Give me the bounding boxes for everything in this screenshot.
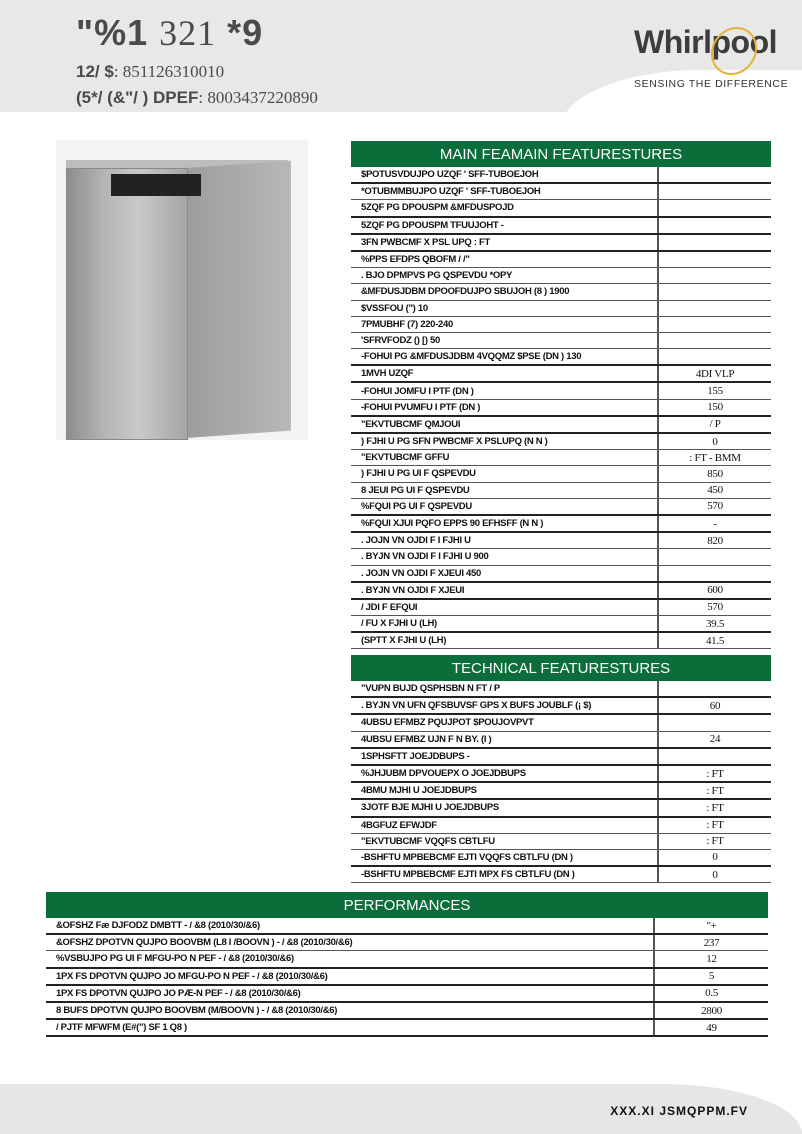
row-value: / P (658, 416, 771, 433)
row-value: 24 (658, 731, 771, 748)
row-label: 1SPHSFTT JOEJDBUPS - (351, 748, 658, 765)
logo-wordmark: Whirlpool (634, 24, 778, 60)
performances-table (46, 918, 768, 1036)
ean-code-value: : 8003437220890 (198, 88, 318, 107)
row-label: / JDI F EFQUI (351, 599, 658, 616)
row-label: 3FN PWBCMF X PSL UPQ : FT (351, 234, 658, 251)
row-value (658, 349, 771, 366)
table-row (46, 918, 768, 934)
row-label: -BSHFTU MPBEBCMF EJTI VQQFS CBTLFU (DN ) (351, 849, 658, 866)
table-row (351, 582, 771, 599)
row-value: 450 (658, 482, 771, 498)
row-value (658, 284, 771, 300)
row-label: &OFSHZ Fæ DJFODZ DMBTT - / &8 (2010/30/&6) (46, 918, 654, 934)
table-row (351, 515, 771, 532)
row-value: 0 (658, 433, 771, 450)
table-row (351, 399, 771, 416)
model-suffix: *9 (227, 12, 264, 53)
row-label: 1PX FS DPOTVN QUJPO JO PÆ-N PEF - / &8 (2010/30/&6) (46, 985, 654, 1002)
table-row (351, 416, 771, 433)
row-label: 3JOTF BJE MJHI U JOEJDBUPS (351, 799, 658, 816)
row-value (658, 251, 771, 268)
row-value: 4DI VLP (658, 365, 771, 382)
ean-code (76, 88, 318, 108)
row-value (658, 200, 771, 217)
row-label: -FOHUI JOMFU I PTF (DN ) (351, 382, 658, 399)
row-label: 5ZQF PG DPOUSPM TFUUJOHT - (351, 217, 658, 234)
row-value: - (658, 515, 771, 532)
logo-tagline: SENSING THE DIFFERENCE (634, 78, 789, 90)
performances-heading: PERFORMANCES (46, 892, 768, 918)
row-value: 0 (658, 849, 771, 866)
table-row (351, 697, 771, 714)
row-label: . BYJN VN OJDI F XJEUI (351, 582, 658, 599)
row-label: 4UBSU EFMBZ PQUJPOT $POUJOVPVT (351, 714, 658, 731)
model-number: 321 (159, 13, 217, 53)
table-row (351, 183, 771, 200)
row-value (658, 748, 771, 765)
technical-features-section (351, 655, 771, 883)
table-row (351, 681, 771, 697)
row-value: 12 (654, 951, 768, 968)
row-label: &MFDUSJDBM DPOOFDUJPO SBUJOH (8 ) 1900 (351, 284, 658, 300)
row-label: %JHJUBM DPVOUEPX O JOEJDBUPS (351, 765, 658, 782)
table-row (351, 849, 771, 866)
product-image (56, 140, 308, 440)
table-row (351, 300, 771, 316)
row-value: : FT (658, 765, 771, 782)
product-code-value: : 851126310010 (113, 62, 225, 81)
row-value: 600 (658, 582, 771, 599)
dishwasher-control-panel (111, 174, 201, 196)
row-value (658, 549, 771, 565)
row-label: . BYJN VN UFN QFSBUVSF GPS X BUFS JOUBLF (¡ $) (351, 697, 658, 714)
table-row (46, 968, 768, 985)
table-row (351, 549, 771, 565)
row-value: 0 (658, 866, 771, 883)
table-row (351, 782, 771, 799)
table-row (351, 532, 771, 549)
row-label: "EKVTUBCMF GFFU (351, 450, 658, 466)
table-row (351, 433, 771, 450)
row-value: : FT (658, 782, 771, 799)
row-label: 'SFRVFODZ () [) 50 (351, 332, 658, 348)
row-label: 7PMUBHF (7) 220-240 (351, 316, 658, 332)
row-label: -FOHUI PG &MFDUSJDBM 4VQQMZ $PSE (DN ) 130 (351, 349, 658, 366)
row-value (658, 183, 771, 200)
row-label: 5ZQF PG DPOUSPM &MFDUSPOJD (351, 200, 658, 217)
row-value: 150 (658, 399, 771, 416)
row-label: 8 BUFS DPOTVN QUJPO BOOVBM (M/BOOVN ) - / &8 (2010/30/&6) (46, 1002, 654, 1019)
dishwasher-side (186, 161, 291, 438)
row-label: -BSHFTU MPBEBCMF EJTI MPX FS CBTLFU (DN ) (351, 866, 658, 883)
row-label: "EKVTUBCMF QMJOUI (351, 416, 658, 433)
product-code-label: 12/ $ (76, 62, 114, 81)
table-row (351, 167, 771, 183)
row-value (658, 268, 771, 284)
main-features-table (351, 167, 771, 649)
table-row (351, 234, 771, 251)
table-row (351, 450, 771, 466)
row-label: -FOHUI PVUMFU I PTF (DN ) (351, 399, 658, 416)
row-label: %VSBUJPO PG UI F MFGU-PO N PEF - / &8 (2010/30/&6) (46, 951, 654, 968)
row-label: 1PX FS DPOTVN QUJPO JO MFGU-PO N PEF - / &8 (2010/30/&6) (46, 968, 654, 985)
table-row (351, 251, 771, 268)
table-row (351, 284, 771, 300)
row-label: %PPS EFDPS QBOFM / /" (351, 251, 658, 268)
table-row (351, 498, 771, 515)
table-row (351, 731, 771, 748)
row-value: 155 (658, 382, 771, 399)
row-label: ) FJHI U PG SFN PWBCMF X PSLUPQ (N N ) (351, 433, 658, 450)
row-label: (SPTT X FJHI U (LH) (351, 632, 658, 649)
row-value: : FT - BMM (658, 450, 771, 466)
table-row (46, 951, 768, 968)
row-value: 2800 (654, 1002, 768, 1019)
row-value (658, 217, 771, 234)
row-value (658, 234, 771, 251)
row-label: 1MVH UZQF (351, 365, 658, 382)
table-row (351, 200, 771, 217)
technical-features-heading: TECHNICAL FEATURESTURES (351, 655, 771, 681)
table-row (351, 482, 771, 498)
row-label: %FQUI PG UI F QSPEVDU (351, 498, 658, 515)
whirlpool-logo (632, 24, 789, 94)
row-label: 4BMU MJHI U JOEJDBUPS (351, 782, 658, 799)
row-value (658, 167, 771, 183)
table-row (351, 365, 771, 382)
row-label: ) FJHI U PG UI F QSPEVDU (351, 466, 658, 482)
row-value (658, 332, 771, 348)
row-label: . JOJN VN OJDI F XJEUI 450 (351, 565, 658, 582)
table-row (351, 833, 771, 849)
table-row (46, 1002, 768, 1019)
row-value: : FT (658, 833, 771, 849)
model-title (76, 12, 263, 54)
row-value: "+ (654, 918, 768, 934)
row-value: 570 (658, 498, 771, 515)
row-value: 41.5 (658, 632, 771, 649)
table-row (46, 985, 768, 1002)
table-row (351, 466, 771, 482)
table-row (351, 268, 771, 284)
row-value (658, 300, 771, 316)
table-row (351, 748, 771, 765)
table-row (351, 866, 771, 883)
row-label: 4BGFUZ EFWJDF (351, 817, 658, 834)
row-label: / FU X FJHI U (LH) (351, 616, 658, 633)
row-value: 820 (658, 532, 771, 549)
row-label: "VUPN BUJD QSPHSBN N FT / P (351, 681, 658, 697)
table-row (351, 382, 771, 399)
row-value (658, 681, 771, 697)
row-value: 60 (658, 697, 771, 714)
row-label: $POTUSVDUJPO UZQF ' SFF-TUBOEJOH (351, 167, 658, 183)
row-value: 39.5 (658, 616, 771, 633)
table-row (351, 217, 771, 234)
technical-features-table (351, 681, 771, 883)
table-row (351, 616, 771, 633)
row-label: . BYJN VN OJDI F I FJHI U 900 (351, 549, 658, 565)
main-features-section (351, 141, 771, 649)
product-code (76, 62, 224, 82)
table-row (351, 316, 771, 332)
table-row (46, 1019, 768, 1036)
table-row (46, 934, 768, 951)
row-label: *OTUBMMBUJPO UZQF ' SFF-TUBOEJOH (351, 183, 658, 200)
table-row (351, 565, 771, 582)
row-value: 5 (654, 968, 768, 985)
row-label: 4UBSU EFMBZ UJN F N BY. (I ) (351, 731, 658, 748)
row-value (658, 714, 771, 731)
footer-url[interactable]: XXX.XI JSMQPPM.FV (610, 1104, 748, 1118)
table-row (351, 765, 771, 782)
row-value: 237 (654, 934, 768, 951)
table-row (351, 599, 771, 616)
row-value: : FT (658, 799, 771, 816)
table-row (351, 714, 771, 731)
table-row (351, 632, 771, 649)
row-value: 850 (658, 466, 771, 482)
row-value: 570 (658, 599, 771, 616)
row-label: &OFSHZ DPOTVN QUJPO BOOVBM (L8 I /BOOVN ) - / &8 (2010/30/&6) (46, 934, 654, 951)
row-value (658, 316, 771, 332)
row-label: . BJO DPMPVS PG QSPEVDU *OPY (351, 268, 658, 284)
row-value: 49 (654, 1019, 768, 1036)
row-label: "EKVTUBCMF VQQFS CBTLFU (351, 833, 658, 849)
table-row (351, 817, 771, 834)
dishwasher-front (66, 168, 188, 440)
row-value: : FT (658, 817, 771, 834)
row-label: / PJTF MFWFM (E#(") SF 1 Q8 ) (46, 1019, 654, 1036)
row-value: 0.5 (654, 985, 768, 1002)
row-label: . JOJN VN OJDI F I FJHI U (351, 532, 658, 549)
ean-code-label: (5*/ (&"/ ) DPEF (76, 88, 199, 107)
row-label: %FQUI XJUI PQFO EPPS 90 EFHSFF (N N ) (351, 515, 658, 532)
performances-section (46, 892, 768, 1037)
model-prefix: "%1 (76, 12, 149, 53)
table-row (351, 332, 771, 348)
table-row (351, 799, 771, 816)
row-label: $VSSFOU (") 10 (351, 300, 658, 316)
row-label: 8 JEUI PG UI F QSPEVDU (351, 482, 658, 498)
table-row (351, 349, 771, 366)
row-value (658, 565, 771, 582)
main-features-heading: MAIN FEAMAIN FEATURESTURES (351, 141, 771, 167)
